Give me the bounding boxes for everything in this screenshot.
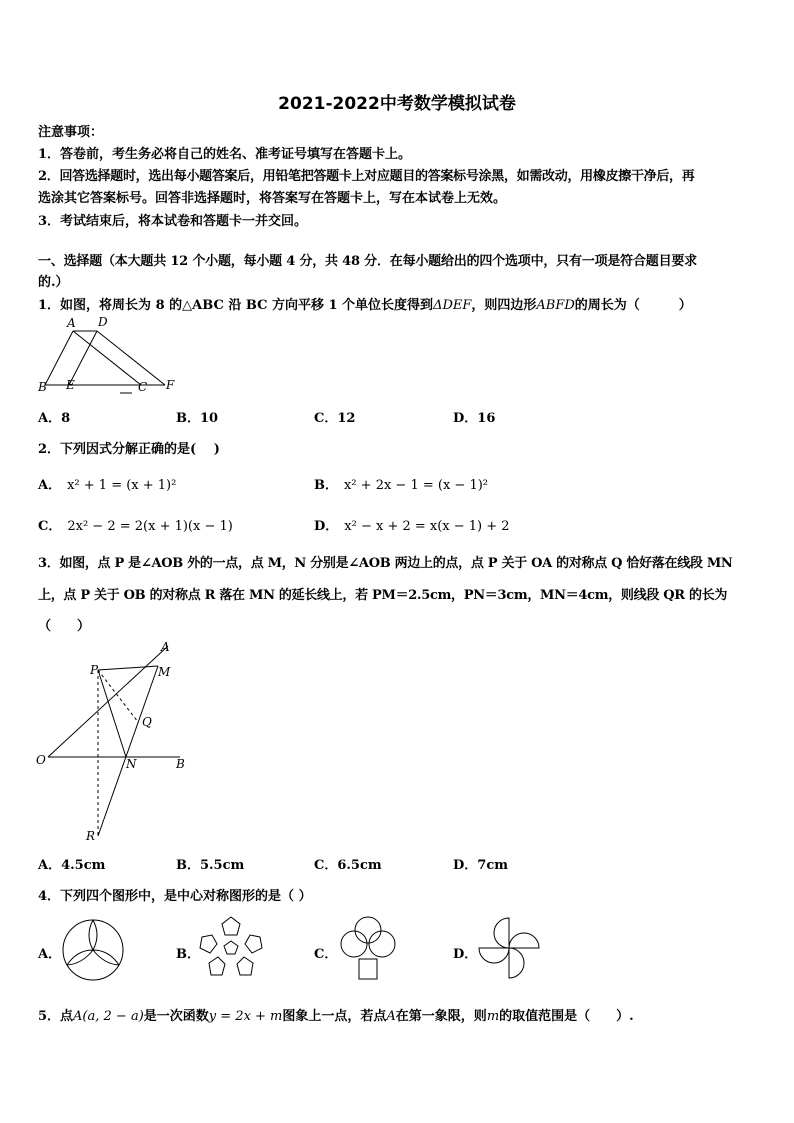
label-b: B — [38, 380, 47, 394]
label-m: M — [158, 665, 171, 679]
q1-option-a: A．8 — [38, 411, 71, 426]
segment-pn — [98, 670, 126, 757]
question-3-figure — [30, 638, 200, 848]
blade-right — [509, 933, 539, 948]
q4-option-c-label: C． — [314, 947, 338, 962]
circle-right — [369, 931, 395, 957]
segment-pq — [98, 670, 138, 722]
q2-option-d: D． x² − x + 2 = x(x − 1) + 2 — [314, 519, 510, 534]
label-n: N — [126, 757, 137, 771]
q2-option-b: B． x² + 2x − 1 = (x − 1)² — [314, 478, 489, 493]
question-3-line1: 3．如图，点 P 是∠AOB 外的一点，点 M，N 分别是∠AOB 两边上的点，点 P 关于 OA 的对称点 Q 恰好落在线段 MN — [38, 556, 733, 571]
square-bottom — [359, 959, 377, 979]
label-f: F — [166, 378, 175, 392]
notice-item: 选涂其它答案标号。回答非选择题时，将答案写在答题卡上，写在本试卷上无效。 — [38, 191, 507, 206]
q1-option-c: C．12 — [314, 411, 356, 426]
notice-item: 2．回答选择题时，选出每小题答案后，用铅笔把答题卡上对应题目的答案标号涂黑，如需改动，用橡皮擦干净后，再 — [38, 169, 695, 184]
q4-option-a-label: A． — [38, 947, 62, 962]
pentagon-right — [245, 935, 262, 953]
label-r: R — [86, 829, 96, 843]
petal-right — [93, 950, 119, 965]
question-1-figure — [36, 315, 186, 395]
label-a: A — [161, 640, 170, 654]
blade-bottom — [509, 948, 524, 978]
q3-option-b: B．5.5cm — [176, 858, 245, 873]
label-a: A — [67, 316, 76, 330]
notice-item: 3．考试结束后，将本试卷和答题卡一并交回。 — [38, 214, 308, 229]
q3-option-c: C．6.5cm — [314, 858, 382, 873]
q4-figure-a — [60, 917, 126, 983]
section-heading-cont: 的.） — [38, 275, 69, 290]
section-heading: 一、选择题（本大题共 12 个小题，每小题 4 分，共 48 分．在每小题给出的四个选项中，只有一项是符合题目要求 — [38, 254, 697, 269]
segment-ab — [45, 331, 73, 385]
circle-top — [355, 917, 381, 943]
segment-mr — [98, 666, 158, 836]
segment-pm — [98, 666, 158, 670]
q3-option-a: A．4.5cm — [38, 858, 106, 873]
label-e: E — [66, 378, 75, 392]
question-1-stem: 1．如图，将周长为 8 的△ABC 沿 BC 方向平移 1 个单位长度得到ΔDEF，则四边形ABFD的周长为（ ） — [38, 298, 692, 313]
question-3-line3: （ ） — [38, 619, 91, 634]
notice-heading: 注意事项： — [38, 125, 104, 140]
label-d: D — [98, 315, 108, 329]
q4-option-b-label: B． — [176, 947, 200, 962]
q4-option-d-label: D． — [453, 947, 478, 962]
question-4-stem: 4．下列四个图形中，是中心对称图形的是（ ） — [38, 889, 312, 904]
q1-option-d: D．16 — [453, 411, 496, 426]
blade-left — [479, 948, 509, 963]
q4-figure-b — [196, 913, 266, 983]
blade-top — [494, 918, 509, 948]
pentagon-bottom-left — [209, 957, 225, 975]
q3-option-d: D．7cm — [453, 858, 508, 873]
page-title: 2021-2022中考数学模拟试卷 — [278, 94, 516, 114]
q1-option-b: B．10 — [176, 411, 219, 426]
label-p: P — [90, 663, 99, 677]
question-5-stem: 5．点A(a, 2 − a)是一次函数y = 2x + m图象上一点，若点A在第一象限，则m的取值范围是（ ）. — [38, 1009, 634, 1024]
q4-figure-c — [336, 914, 400, 984]
petal-left — [67, 950, 93, 965]
label-b: B — [176, 757, 185, 771]
label-c: C — [138, 380, 148, 394]
circle-left — [341, 931, 367, 957]
question-2-stem: 2．下列因式分解正确的是( ) — [38, 442, 220, 457]
pentagon-left — [200, 935, 217, 953]
petal-top — [89, 920, 97, 950]
label-o: O — [36, 753, 46, 767]
q2-option-c: C． 2x² − 2 = 2(x + 1)(x − 1) — [38, 519, 233, 534]
pentagon-bottom-right — [237, 957, 253, 975]
question-3-line2: 上，点 P 关于 OB 的对称点 R 落在 MN 的延长线上，若 PM＝2.5cm，PN＝3cm，MN＝4cm，则线段 QR 的长为 — [38, 588, 728, 603]
pentagon-top — [222, 917, 240, 935]
notice-item: 1．答卷前，考生务必将自己的姓名、准考证号填写在答题卡上。 — [38, 147, 412, 162]
label-q: Q — [142, 715, 152, 729]
q4-figure-d — [474, 915, 544, 981]
q2-option-a: A． x² + 1 = (x + 1)² — [38, 478, 177, 493]
pentagon-center — [224, 941, 238, 954]
